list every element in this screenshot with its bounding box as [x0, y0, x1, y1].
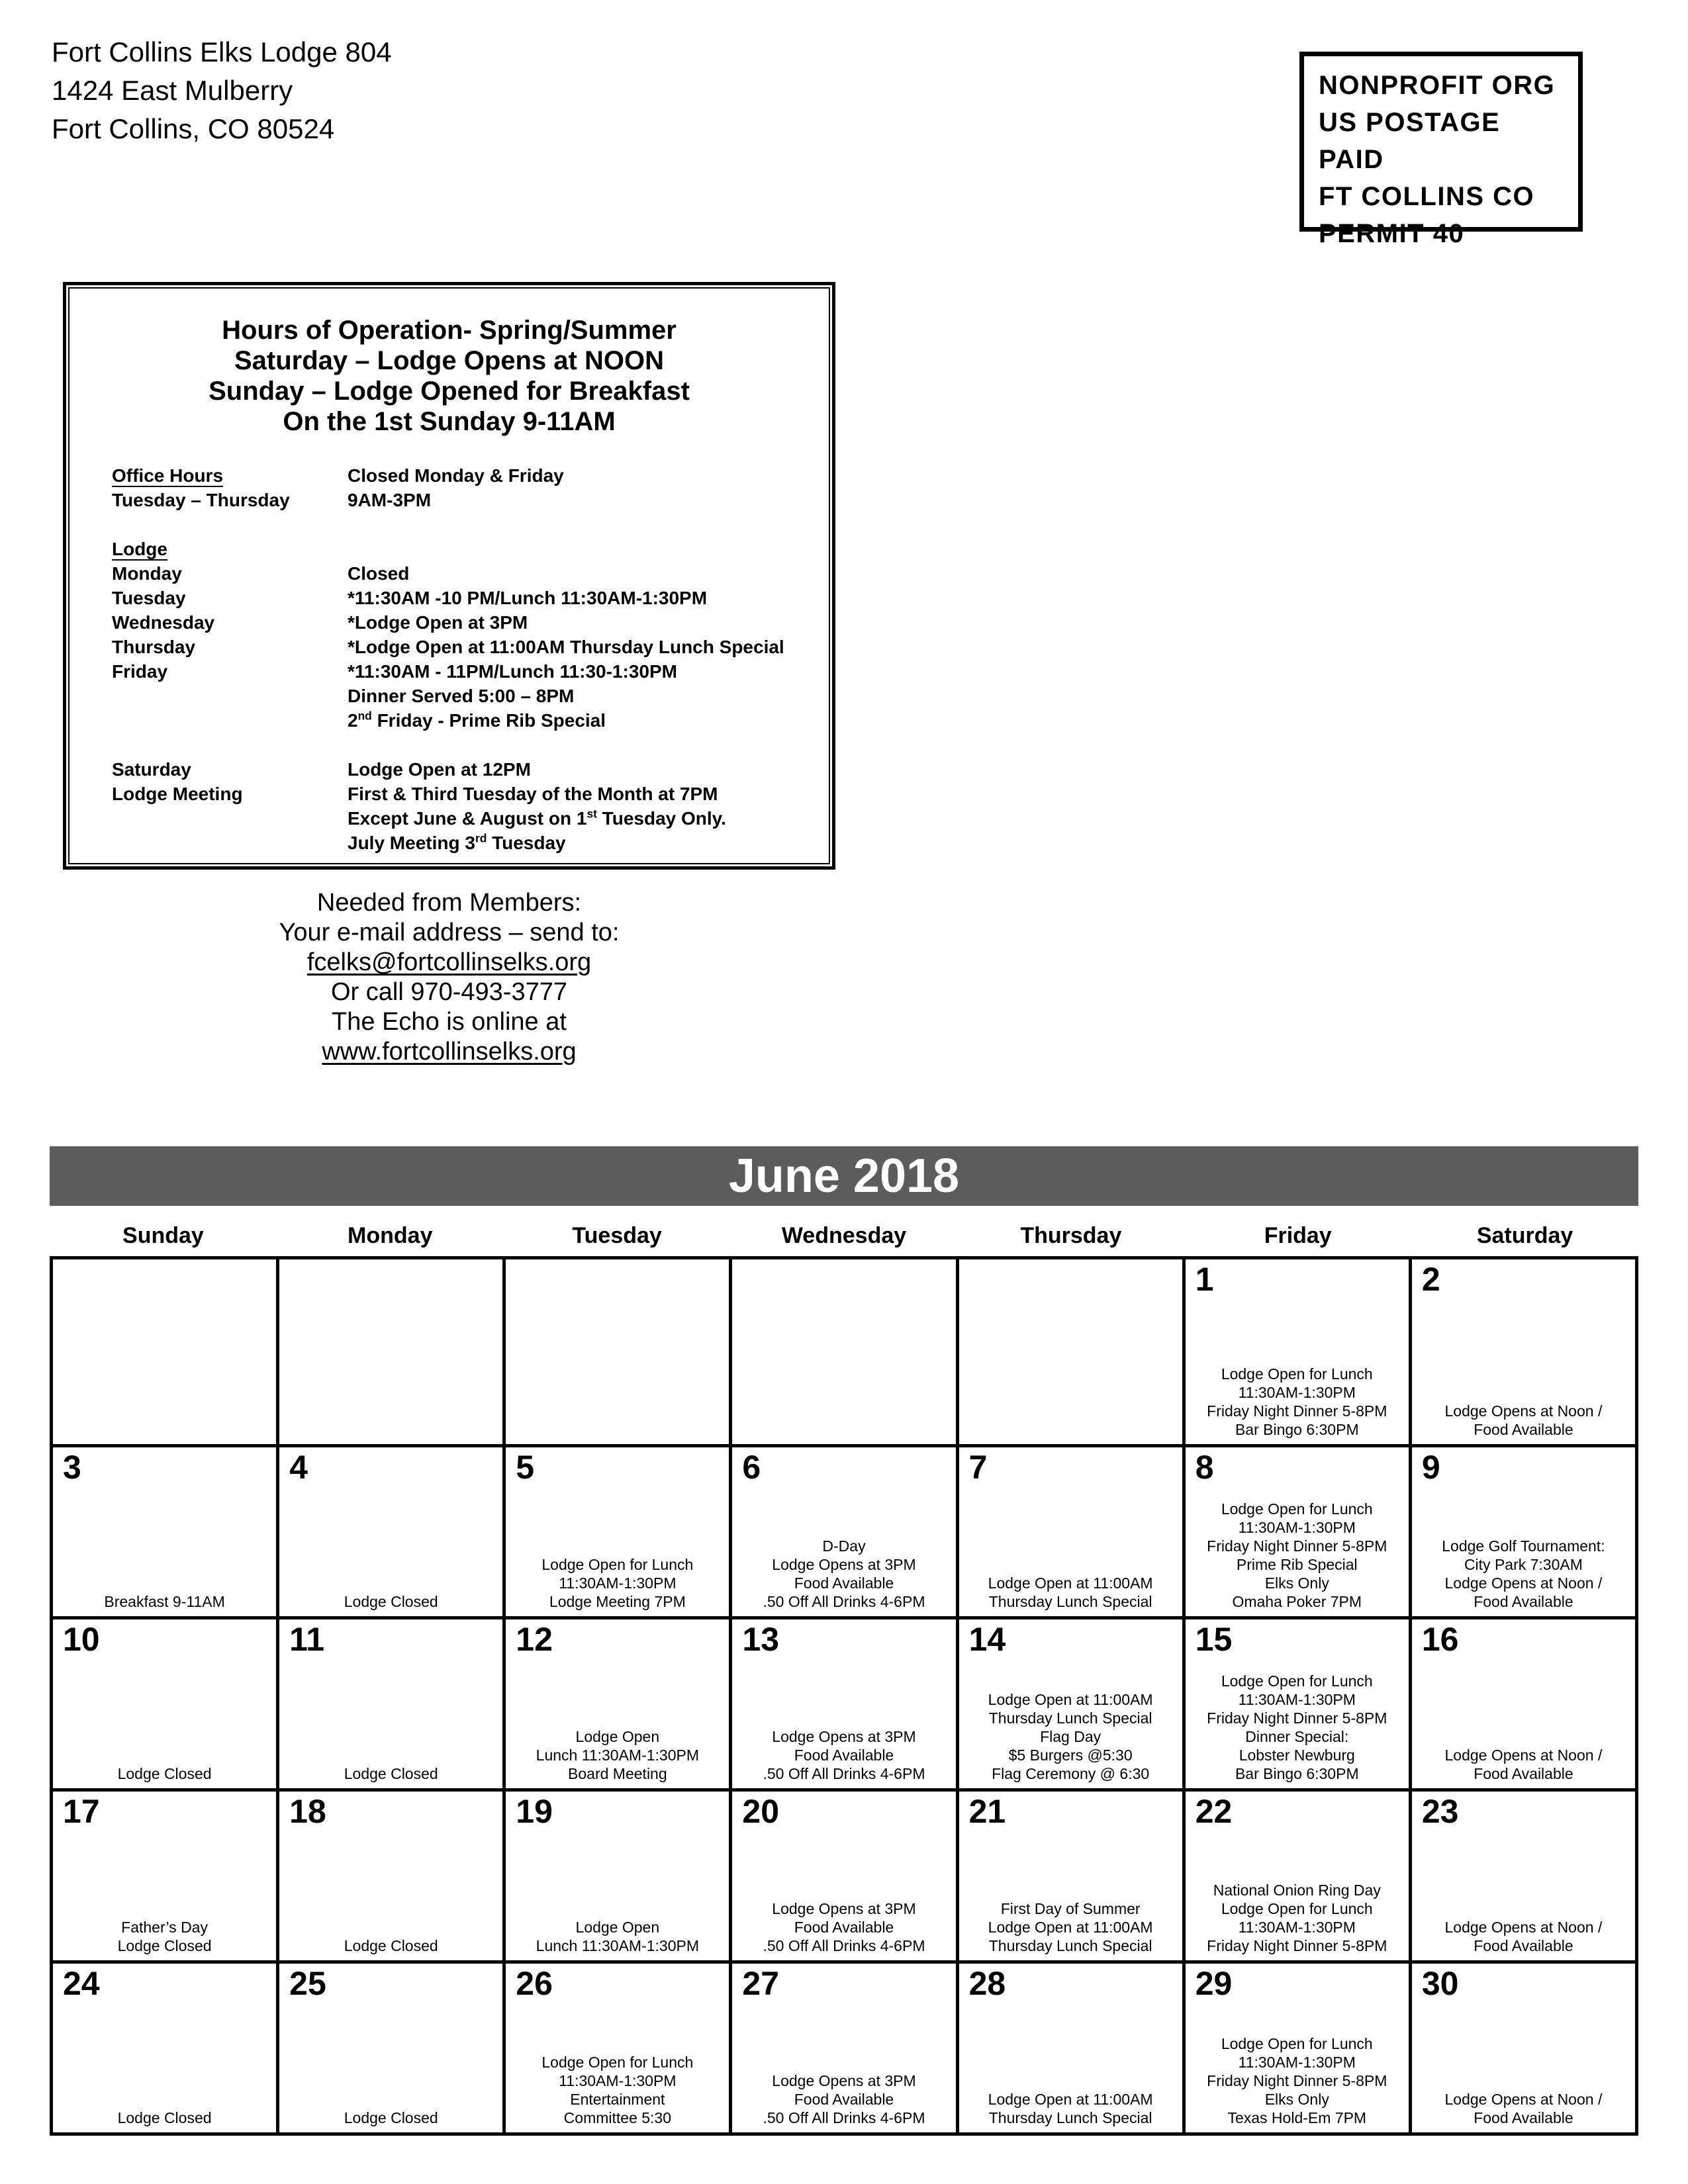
- hours-row-label: Saturday: [112, 759, 191, 780]
- event-line: Lodge Opens at 3PM: [772, 1556, 916, 1573]
- calendar-day-cell: [504, 1258, 731, 1446]
- day-number: 18: [289, 1793, 326, 1830]
- calendar-weekday-headers: [50, 1215, 1638, 1256]
- members-note-line: The Echo is online at: [332, 1008, 567, 1036]
- event-line: Father’s Day: [121, 1919, 208, 1936]
- hours-row-value: First & Third Tuesday of the Month at 7PM: [348, 784, 718, 804]
- calendar-day-cell: [52, 1618, 278, 1790]
- day-events: [733, 1899, 954, 1955]
- hours-row-value: *11:30AM - 11PM/Lunch 11:30-1:30PM: [348, 661, 677, 682]
- event-line: Lodge Opens at 3PM: [772, 1900, 916, 1917]
- calendar-day-cell: [278, 1790, 504, 1962]
- event-line: 11:30AM-1:30PM: [559, 2072, 677, 2089]
- event-line: 11:30AM-1:30PM: [1238, 1519, 1356, 1536]
- hours-row-value: [348, 537, 829, 561]
- day-number: 21: [968, 1793, 1006, 1830]
- members-note-line: Your e-mail address – send to:: [279, 919, 620, 946]
- event-line: Lodge Closed: [117, 1937, 212, 1954]
- calendar-grid: [50, 1256, 1638, 2136]
- event-line: Food Available: [1474, 2109, 1573, 2126]
- event-line: National Onion Ring Day: [1213, 1882, 1381, 1899]
- event-line: Thursday Lunch Special: [988, 1937, 1152, 1954]
- day-number: 11: [289, 1621, 324, 1658]
- calendar-day-cell: [504, 1446, 731, 1618]
- hours-row: [112, 488, 829, 512]
- calendar-day-cell: [731, 1258, 957, 1446]
- hours-title-line: Saturday – Lodge Opens at NOON: [234, 346, 664, 375]
- event-line: Food Available: [1474, 1593, 1573, 1610]
- event-line: Board Meeting: [568, 1765, 667, 1782]
- day-number: 23: [1421, 1793, 1459, 1830]
- calendar-day-cell: [504, 1618, 731, 1790]
- hours-row: [112, 463, 829, 488]
- hours-title-line: Hours of Operation- Spring/Summer: [222, 316, 677, 345]
- event-line: First Day of Summer: [1000, 1900, 1141, 1917]
- event-line: Lodge Opens at Noon /: [1444, 1574, 1603, 1592]
- calendar-day-cell: [1184, 1962, 1410, 2134]
- event-line: Elks Only: [1264, 1574, 1329, 1592]
- day-events: [281, 1764, 501, 1783]
- day-number: 24: [63, 1965, 100, 2002]
- hours-row-label: [112, 684, 348, 708]
- event-line: Lodge Closed: [117, 1765, 212, 1782]
- event-line: Lodge Open for Lunch: [541, 2054, 694, 2071]
- event-line: Omaha Poker 7PM: [1232, 1593, 1362, 1610]
- calendar-day-cell: [278, 1962, 504, 2134]
- event-line: Lodge Open for Lunch: [1221, 1900, 1373, 1917]
- hours-row-label: Tuesday: [112, 588, 186, 608]
- members-note-link-line: www.fortcollinselks.org: [322, 1038, 577, 1066]
- calendar-title-bar: [50, 1146, 1638, 1206]
- calendar-day-cell: [731, 1790, 957, 1962]
- calendar-day-cell: [1184, 1618, 1410, 1790]
- hours-section: [112, 463, 829, 512]
- event-line: Lodge Golf Tournament:: [1442, 1537, 1605, 1555]
- event-line: Lodge Closed: [344, 2109, 438, 2126]
- event-line: Lodge Open: [575, 1728, 660, 1745]
- event-line: Bar Bingo 6:30PM: [1235, 1421, 1359, 1438]
- day-events: [54, 2109, 275, 2127]
- day-events: [281, 2109, 501, 2127]
- postage-permit-line: NONPROFIT ORG: [1319, 71, 1556, 100]
- postage-permit-line: FT COLLINS CO: [1319, 182, 1535, 211]
- sender-address: [52, 33, 392, 148]
- event-line: Friday Night Dinner 5-8PM: [1207, 1937, 1387, 1954]
- calendar-day-cell: [1410, 1962, 1636, 2134]
- event-line: Food Available: [794, 1919, 894, 1936]
- sender-address-line: Fort Collins, CO 80524: [52, 113, 335, 144]
- hours-section: [112, 537, 829, 733]
- hours-row-value: Closed Monday & Friday: [348, 465, 564, 486]
- hours-row-value: 2nd Friday - Prime Rib Special: [348, 709, 606, 731]
- calendar-day-cell: [52, 1962, 278, 2134]
- weekday-header: Saturday: [1476, 1222, 1573, 1248]
- day-number: 7: [968, 1449, 988, 1486]
- event-line: Entertainment: [570, 2091, 665, 2108]
- day-number: 20: [742, 1793, 780, 1830]
- hours-row: [112, 831, 829, 855]
- event-line: Flag Day: [1040, 1728, 1102, 1745]
- day-events: [507, 2053, 727, 2127]
- day-number: 6: [742, 1449, 761, 1486]
- event-line: 11:30AM-1:30PM: [1238, 1384, 1356, 1401]
- hours-row: [112, 610, 829, 635]
- event-line: Lodge Meeting 7PM: [549, 1593, 686, 1610]
- day-events: [1187, 2034, 1407, 2127]
- postage-permit-line: PERMIT 40: [1319, 219, 1465, 248]
- calendar-day-cell: [278, 1618, 504, 1790]
- hours-row: [112, 561, 829, 586]
- calendar-week-row: [52, 1618, 1637, 1790]
- event-line: Lodge Closed: [344, 1593, 438, 1610]
- hours-row-value: *11:30AM -10 PM/Lunch 11:30AM-1:30PM: [348, 588, 708, 608]
- members-note-link-line: fcelks@fortcollinselks.org: [306, 948, 592, 976]
- event-line: Lodge Open: [575, 1919, 660, 1936]
- calendar-day-cell: [1410, 1618, 1636, 1790]
- event-line: Thursday Lunch Special: [988, 2109, 1152, 2126]
- hours-row-label: Tuesday – Thursday: [112, 490, 290, 510]
- event-line: 11:30AM-1:30PM: [1238, 1691, 1356, 1708]
- hours-row: [112, 659, 829, 684]
- calendar-day-cell: [52, 1258, 278, 1446]
- day-events: [54, 1918, 275, 1955]
- event-line: .50 Off All Drinks 4-6PM: [763, 2109, 925, 2126]
- calendar-day-cell: [52, 1790, 278, 1962]
- members-note-line: Or call 970-493-3777: [331, 978, 567, 1006]
- weekday-header: Monday: [348, 1222, 433, 1248]
- day-events: [1413, 1918, 1634, 1955]
- hours-row: [112, 806, 829, 831]
- event-line: Food Available: [794, 1574, 894, 1592]
- event-line: Lodge Open at 11:00AM: [988, 1691, 1153, 1708]
- day-events: [54, 1764, 275, 1783]
- hours-row-value: *Lodge Open at 11:00AM Thursday Lunch Special: [348, 637, 784, 657]
- calendar-day-cell: [504, 1962, 731, 2134]
- event-line: D-Day: [822, 1537, 866, 1555]
- hours-title-line: Sunday – Lodge Opened for Breakfast: [209, 377, 690, 406]
- weekday-header: Thursday: [1020, 1222, 1122, 1248]
- calendar-day-cell: [278, 1446, 504, 1618]
- day-events: [1413, 1537, 1634, 1611]
- sender-address-line: 1424 East Mulberry: [52, 75, 293, 106]
- event-line: Lodge Opens at Noon /: [1444, 1747, 1603, 1764]
- event-line: Lodge Opens at 3PM: [772, 1728, 916, 1745]
- calendar-day-cell: [1184, 1258, 1410, 1446]
- hours-of-operation-box: [63, 282, 835, 870]
- event-line: Lodge Closed: [117, 2109, 212, 2126]
- event-line: Friday Night Dinner 5-8PM: [1207, 2072, 1387, 2089]
- day-events: [961, 1690, 1181, 1783]
- day-events: [1187, 1672, 1407, 1783]
- day-number: 29: [1195, 1965, 1233, 2002]
- event-line: Elks Only: [1264, 2091, 1329, 2108]
- hours-row-label: Friday: [112, 661, 168, 682]
- members-note: [63, 888, 835, 1067]
- hours-row-label: [112, 831, 348, 855]
- day-number: 4: [289, 1449, 308, 1486]
- event-line: Bar Bingo 6:30PM: [1235, 1765, 1359, 1782]
- day-events: [961, 1574, 1181, 1611]
- day-events: [507, 1555, 727, 1611]
- hours-schedule: [112, 463, 829, 855]
- day-number: 9: [1421, 1449, 1440, 1486]
- day-number: 10: [63, 1621, 100, 1658]
- day-number: 19: [516, 1793, 553, 1830]
- day-number: 17: [63, 1793, 100, 1830]
- day-number: 30: [1421, 1965, 1459, 2002]
- hours-row-value: Dinner Served 5:00 – 8PM: [348, 686, 575, 706]
- event-line: Texas Hold-Em 7PM: [1227, 2109, 1367, 2126]
- day-number: 1: [1195, 1261, 1214, 1298]
- weekday-header: Sunday: [122, 1222, 204, 1248]
- event-line: 11:30AM-1:30PM: [559, 1574, 677, 1592]
- event-line: Lodge Opens at Noon /: [1444, 2091, 1603, 2108]
- event-line: Lodge Open for Lunch: [1221, 1500, 1373, 1518]
- hours-of-operation-inner: [68, 287, 830, 864]
- hours-row-label: Lodge Meeting: [112, 784, 243, 804]
- hours-section: [112, 757, 829, 855]
- day-number: 8: [1195, 1449, 1214, 1486]
- calendar-day-cell: [1410, 1446, 1636, 1618]
- day-events: [281, 1936, 501, 1955]
- event-line: Food Available: [1474, 1937, 1573, 1954]
- event-line: Lodge Open for Lunch: [1221, 1365, 1373, 1383]
- event-line: Thursday Lunch Special: [988, 1709, 1152, 1727]
- calendar-day-cell: [731, 1446, 957, 1618]
- calendar-grid-body: [52, 1258, 1637, 2134]
- calendar-day-cell: [1410, 1258, 1636, 1446]
- calendar-week-row: [52, 1446, 1637, 1618]
- event-line: Thursday Lunch Special: [988, 1593, 1152, 1610]
- event-line: Lodge Open for Lunch: [1221, 1672, 1373, 1690]
- calendar-day-cell: [1184, 1446, 1410, 1618]
- event-line: Committee 5:30: [563, 2109, 672, 2126]
- hours-row-value: Except June & August on 1st Tuesday Only.: [348, 807, 726, 829]
- day-number: 26: [516, 1965, 553, 2002]
- weekday-header: Friday: [1264, 1222, 1332, 1248]
- event-line: Lodge Opens at Noon /: [1444, 1402, 1603, 1420]
- event-line: Food Available: [794, 2091, 894, 2108]
- event-line: Prime Rib Special: [1236, 1556, 1358, 1573]
- day-number: 16: [1421, 1621, 1459, 1658]
- day-events: [1187, 1881, 1407, 1955]
- hours-row: [112, 757, 829, 782]
- hours-row-value: 9AM-3PM: [348, 490, 432, 510]
- event-line: Lodge Open at 11:00AM: [988, 2091, 1153, 2108]
- event-line: Lodge Open for Lunch: [1221, 2035, 1373, 2052]
- day-events: [507, 1727, 727, 1783]
- hours-row-label: Monday: [112, 563, 182, 584]
- event-line: .50 Off All Drinks 4-6PM: [763, 1593, 925, 1610]
- sender-address-line: Fort Collins Elks Lodge 804: [52, 36, 392, 68]
- calendar-day-cell: [957, 1258, 1184, 1446]
- calendar-day-cell: [52, 1446, 278, 1618]
- event-line: Lodge Opens at Noon /: [1444, 1919, 1603, 1936]
- postage-permit-box: [1299, 52, 1583, 248]
- weekday-header: Tuesday: [572, 1222, 662, 1248]
- hours-title-line: On the 1st Sunday 9-11AM: [283, 407, 616, 436]
- event-line: Breakfast 9-11AM: [104, 1593, 225, 1610]
- hours-row-label: Thursday: [112, 637, 196, 657]
- hours-row-value: Lodge Open at 12PM: [348, 759, 531, 780]
- calendar-day-cell: [278, 1258, 504, 1446]
- event-line: Lodge Closed: [344, 1937, 438, 1954]
- event-line: Friday Night Dinner 5-8PM: [1207, 1537, 1387, 1555]
- event-line: Lodge Opens at 3PM: [772, 2072, 916, 2089]
- calendar-title: June 2018: [728, 1150, 960, 1203]
- day-number: 25: [289, 1965, 326, 2002]
- event-line: Lodge Closed: [344, 1765, 438, 1782]
- event-line: Lunch 11:30AM-1:30PM: [536, 1747, 700, 1764]
- event-line: Lodge Open at 11:00AM: [988, 1574, 1153, 1592]
- day-number: 12: [516, 1621, 553, 1658]
- day-number: 14: [968, 1621, 1006, 1658]
- day-events: [281, 1592, 501, 1611]
- hours-row: [112, 537, 829, 561]
- hours-row-label: [112, 806, 348, 831]
- weekday-header: Wednesday: [781, 1222, 907, 1248]
- calendar-day-cell: [957, 1446, 1184, 1618]
- calendar-day-cell: [957, 1618, 1184, 1790]
- event-line: Lodge Open at 11:00AM: [988, 1919, 1153, 1936]
- calendar-day-cell: [1184, 1790, 1410, 1962]
- calendar-day-cell: [504, 1790, 731, 1962]
- day-number: 2: [1421, 1261, 1440, 1298]
- calendar-week-row: [52, 1962, 1637, 2134]
- day-events: [961, 1899, 1181, 1955]
- event-line: Food Available: [794, 1747, 894, 1764]
- hours-row-value: Closed: [348, 563, 410, 584]
- day-events: [1413, 2090, 1634, 2127]
- event-line: Flag Ceremony @ 6:30: [992, 1765, 1150, 1782]
- day-number: 3: [63, 1449, 81, 1486]
- calendar-week-row: [52, 1258, 1637, 1446]
- hours-row-label: Wednesday: [112, 612, 215, 633]
- hours-row-value: July Meeting 3rd Tuesday: [348, 831, 566, 853]
- hours-row: [112, 782, 829, 806]
- event-line: 11:30AM-1:30PM: [1238, 2054, 1356, 2071]
- hours-row: [112, 586, 829, 610]
- day-events: [961, 2090, 1181, 2127]
- event-line: Food Available: [1474, 1421, 1573, 1438]
- day-events: [507, 1918, 727, 1955]
- calendar-week-row: [52, 1790, 1637, 1962]
- day-number: 5: [516, 1449, 535, 1486]
- day-number: 27: [742, 1965, 780, 2002]
- event-line: Lunch 11:30AM-1:30PM: [536, 1937, 700, 1954]
- event-line: Friday Night Dinner 5-8PM: [1207, 1709, 1387, 1727]
- hours-title: [70, 315, 829, 437]
- day-events: [1413, 1746, 1634, 1783]
- day-events: [733, 1537, 954, 1611]
- event-line: Food Available: [1474, 1765, 1573, 1782]
- day-events: [1413, 1402, 1634, 1439]
- event-line: Friday Night Dinner 5-8PM: [1207, 1402, 1387, 1420]
- members-note-line: Needed from Members:: [316, 889, 582, 917]
- event-line: .50 Off All Drinks 4-6PM: [763, 1937, 925, 1954]
- event-line: $5 Burgers @5:30: [1008, 1747, 1133, 1764]
- event-line: .50 Off All Drinks 4-6PM: [763, 1765, 925, 1782]
- day-events: [1187, 1500, 1407, 1611]
- event-line: Lobster Newburg: [1239, 1747, 1355, 1764]
- day-events: [54, 1592, 275, 1611]
- event-line: 11:30AM-1:30PM: [1238, 1919, 1356, 1936]
- hours-row-label: [112, 708, 348, 733]
- calendar-day-cell: [957, 1962, 1184, 2134]
- day-number: 15: [1195, 1621, 1233, 1658]
- event-line: Dinner Special:: [1245, 1728, 1349, 1745]
- calendar-day-cell: [731, 1962, 957, 2134]
- postage-permit-line: US POSTAGE PAID: [1319, 108, 1501, 174]
- calendar-day-cell: [957, 1790, 1184, 1962]
- calendar-day-cell: [1410, 1790, 1636, 1962]
- day-number: 13: [742, 1621, 780, 1658]
- day-events: [733, 1727, 954, 1783]
- day-events: [733, 2071, 954, 2127]
- hours-row: [112, 684, 829, 708]
- hours-row-label: Office Hours: [112, 465, 224, 486]
- hours-row: [112, 708, 829, 733]
- hours-row: [112, 635, 829, 659]
- day-events: [1187, 1365, 1407, 1439]
- event-line: City Park 7:30AM: [1464, 1556, 1583, 1573]
- event-line: Lodge Open for Lunch: [541, 1556, 694, 1573]
- day-number: 22: [1195, 1793, 1233, 1830]
- hours-row-label: Lodge: [112, 539, 167, 559]
- hours-row-value: *Lodge Open at 3PM: [348, 612, 528, 633]
- day-number: 28: [968, 1965, 1006, 2002]
- calendar-day-cell: [731, 1618, 957, 1790]
